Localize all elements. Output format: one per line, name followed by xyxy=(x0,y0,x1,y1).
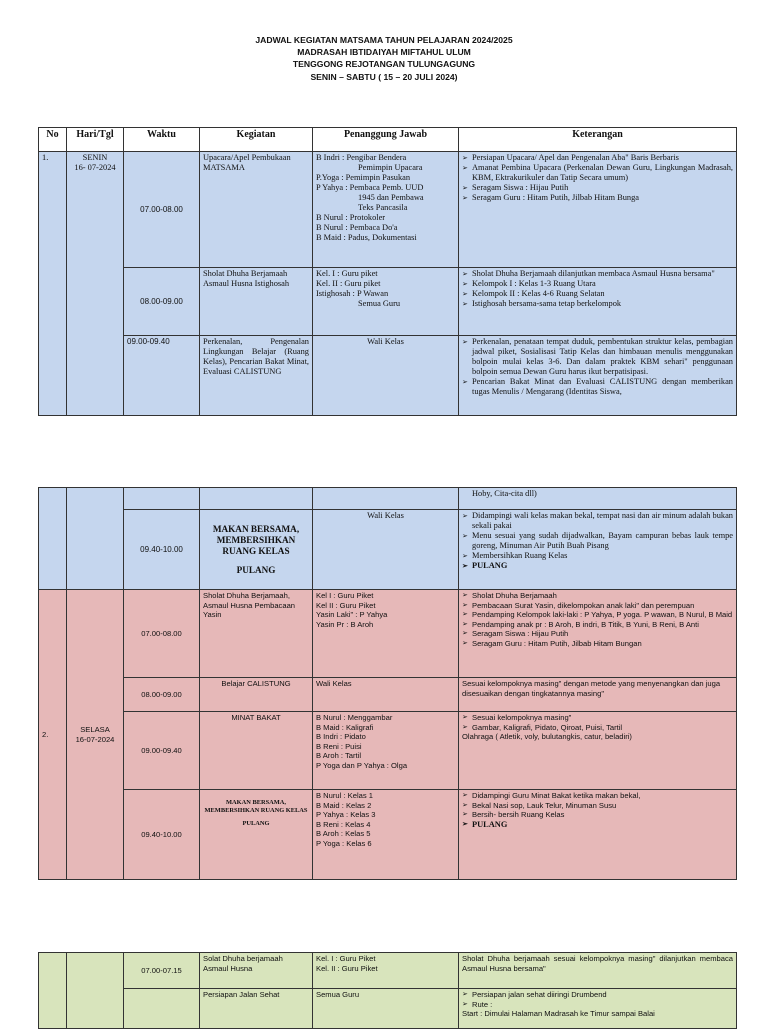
col-header-pj: Penanggung Jawab xyxy=(313,128,459,152)
day-name: SELASA xyxy=(80,724,110,734)
pj-line: Yasin Pr : B Aroh xyxy=(316,619,374,629)
note-item: ➢ Didampingi wali kelas makan bekal, tempat nasi dan air minum adalah bukan sekali pakai xyxy=(472,511,733,531)
table-row xyxy=(39,268,737,336)
note-item: ➢ Istighosah bersama-sama tetap berkelompok xyxy=(472,299,733,309)
notes-cell: Hoby, Cita-cita dll) xyxy=(459,488,737,510)
note-item: ➢ Seragam Guru : Hitam Putih, Jilbab Hitam Bunga xyxy=(472,193,733,203)
col-header-time: Waktu xyxy=(124,128,200,152)
col-header-day: Hari/Tgl xyxy=(67,128,124,152)
note-item: ➢ Didampingi Guru Minat Bakat ketika makan bekal, xyxy=(472,791,733,801)
time-cell: 09.00-09.40 xyxy=(124,712,200,790)
table-row xyxy=(39,678,737,712)
time-cell: 09.00-09.40 xyxy=(124,336,200,416)
document-title xyxy=(0,34,768,83)
pj-cell xyxy=(313,268,459,336)
activity-cell: Belajar CALISTUNG xyxy=(200,678,313,712)
pj-line: B Reni : Puisi xyxy=(316,741,362,751)
note-item: ➢ PULANG xyxy=(472,820,733,830)
pj-line: Teks Pancasila xyxy=(358,203,408,212)
row-number: 1. xyxy=(39,152,67,416)
table-row xyxy=(39,989,737,1029)
pj-cell xyxy=(313,790,459,880)
notes-cell xyxy=(459,712,737,790)
activity-cell: Perkenalan, Pengenalan Lingkungan Belajar (Ruang Kelas), Pencarian Bakat Minat, Evaluasi CALISTUNG xyxy=(200,336,313,416)
pj-line: P Yahya : Kelas 3 xyxy=(316,810,376,820)
pj-line: P Yahya : Pembaca Pemb. UUD xyxy=(316,183,424,192)
pj-line: Kel I : Guru Piket xyxy=(316,591,374,600)
col-header-no: No xyxy=(39,128,67,152)
activity-cell xyxy=(200,510,313,590)
note-item: ➢ Pendamping anak pr : B Aroh, B indri, B Titik, B Yuni, B Reni, B Anti xyxy=(472,620,733,630)
time-cell: 07.00-08.00 xyxy=(124,152,200,268)
table-row xyxy=(39,488,737,510)
note-item: ➢ Sholat Dhuha Berjamaah xyxy=(472,591,733,601)
note-item: ➢ Pembacaan Surat Yasin, dikelompokan anak laki" dan perempuan xyxy=(472,601,733,611)
note-item: ➢ Amanat Pembina Upacara (Perkenalan Dewan Guru, Lingkungan Madrasah, KBM, Ektrakurikuler dan Tatip Secara umum) xyxy=(472,163,733,183)
note-item: ➢ Seragam Siswa : Hijau Putih xyxy=(472,183,733,193)
activity-cell: Solat Dhuha berjamaah Asmaul Husna xyxy=(200,953,313,989)
activity-cell: Persiapan Jalan Sehat xyxy=(200,989,313,1029)
note-extra: Start : Dimulai Halaman Madrasah ke Timur sampai Balai xyxy=(462,1009,655,1019)
pj-cell: Wali Kelas xyxy=(313,336,459,416)
notes-cell xyxy=(459,790,737,880)
table-header-row xyxy=(39,128,737,152)
note-item: ➢ Kelompok I : Kelas 1-3 Ruang Utara xyxy=(472,279,733,289)
note-item: ➢ Pendamping Kelompok laki-laki : P Yahya, P yoga. P wawan, B Nurul, B Maid xyxy=(472,610,733,620)
row-day-date xyxy=(67,953,124,1029)
note-item: ➢ PULANG xyxy=(472,561,733,571)
pj-cell xyxy=(313,953,459,989)
pj-line: Semua Guru xyxy=(358,299,401,308)
note-item: ➢ Kelompok II : Kelas 4-6 Ruang Selatan xyxy=(472,289,733,299)
table-row xyxy=(39,953,737,989)
activity-cell xyxy=(200,790,313,880)
time-cell: 08.00-09.00 xyxy=(124,268,200,336)
pj-line: Kel. I : Guru Piket xyxy=(316,954,376,963)
notes-cell xyxy=(459,336,737,416)
activity-cell: Upacara/Apel Pembukaan MATSAMA xyxy=(200,152,313,268)
note-item: ➢ Pencarian Bakat Minat dan Evaluasi CALISTUNG dengan memberikan tugas Menulis / Mengarang (Identitas Siswa, xyxy=(472,377,733,397)
note-item: ➢ Bersih- bersih Ruang Kelas xyxy=(472,810,733,820)
time-cell: 07.00-08.00 xyxy=(124,590,200,678)
pj-line: B Reni : Kelas 4 xyxy=(316,819,371,829)
pj-line: Kel. II : Guru piket xyxy=(316,279,381,288)
note-item: ➢ Sesuai kelompoknya masing" xyxy=(472,713,733,723)
pj-line: P.Yoga : Pemimpin Pasukan xyxy=(316,173,411,182)
pj-cell xyxy=(313,152,459,268)
pj-line: Kel. I : Guru piket xyxy=(316,269,378,278)
pj-line: B Nurul : Menggambar xyxy=(316,713,393,722)
table-row xyxy=(39,510,737,590)
pj-cell: Wali Kelas xyxy=(313,678,459,712)
pj-line: B Aroh : Tartil xyxy=(316,751,362,761)
notes-cell: Sholat Dhuha berjamaah sesuai kelompoknya masing" dilanjutkan membaca Asmaul Husna bersama" xyxy=(459,953,737,989)
pj-line: B Indri : Pidato xyxy=(316,732,366,742)
note-item: ➢ Persiapan jalan sehat diiringi Drumbend xyxy=(472,990,733,1000)
day-date: 16-07-2024 xyxy=(75,734,115,744)
notes-cell: Sesuai kelompoknya masing" dengan metode yang menyenangkan dan juga disesuaikan dengan tingkatannya masing" xyxy=(459,678,737,712)
activity-cell: Sholat Dhuha Berjamaah, Asmaul Husna Pembacaan Yasin xyxy=(200,590,313,678)
pj-line: 1945 dan Pembawa xyxy=(358,193,424,202)
table-row xyxy=(39,152,737,268)
activity-text: MAKAN BERSAMA, MEMBERSIHKAN RUANG KELAS xyxy=(212,523,300,556)
col-header-notes: Keterangan xyxy=(459,128,737,152)
row-day-date xyxy=(67,152,124,416)
table-row xyxy=(39,712,737,790)
pj-line: P Yoga : Kelas 6 xyxy=(316,838,372,848)
note-item: ➢ Seragam Siswa : Hijau Putih xyxy=(472,629,733,639)
title-line-3: TENGGONG REJOTANGAN TULUNGAGUNG xyxy=(292,59,476,70)
pj-cell xyxy=(313,590,459,678)
activity-cell xyxy=(200,488,313,510)
time-cell: 08.00-09.00 xyxy=(124,678,200,712)
note-item: ➢ Perkenalan, penataan tempat duduk, pembentukan struktur kelas, pembagian jadwal piket, Sosialisasi Tatip Kelas dan himbauan menulis menggunakan bolpoin mulai kelas 3-6. Dan dalam praktek KBM sehari" penggunaan bolpoin semua Dewan Guru harus ikut berpatisipasi. xyxy=(472,337,733,377)
pj-line: B Maid : Padus, Dokumentasi xyxy=(316,233,417,242)
col-header-activity: Kegiatan xyxy=(200,128,313,152)
row-number xyxy=(39,488,67,590)
title-line-1: JADWAL KEGIATAN MATSAMA TAHUN PELAJARAN 2024/2025 xyxy=(255,35,513,45)
table-row xyxy=(39,336,737,416)
notes-cell xyxy=(459,989,737,1029)
note-item: ➢ Seragam Guru : Hitam Putih, Jilbab Hitam Bungan xyxy=(472,639,733,649)
pj-line: B Aroh : Kelas 5 xyxy=(316,829,371,839)
notes-cell xyxy=(459,510,737,590)
title-line-4: SENIN – SABTU ( 15 – 20 JULI 2024) xyxy=(310,71,458,82)
pj-line: Yasin Laki" : P Yahya xyxy=(316,610,388,620)
pj-line: P Yoga dan P Yahya : Olga xyxy=(316,760,408,770)
time-cell xyxy=(124,488,200,510)
pj-line: Istighosah : P Wawan xyxy=(316,289,389,298)
pj-cell: Wali Kelas xyxy=(313,510,459,590)
activity-text-2: PULANG xyxy=(242,820,270,828)
table-row xyxy=(39,590,737,678)
row-number xyxy=(39,953,67,1029)
pj-line: Pemimpin Upacara xyxy=(358,163,423,172)
notes-cell xyxy=(459,590,737,678)
time-cell xyxy=(124,989,200,1029)
time-cell: 09.40-10.00 xyxy=(124,790,200,880)
note-item: ➢ Persiapan Upacara/ Apel dan Pengenalan Aba" Baris Berbaris xyxy=(472,153,733,163)
pj-line: B Indri : Pengibar Bendera xyxy=(316,153,407,162)
note-extra: Olahraga ( Atletik, voly, bulutangkis, catur, beladiri) xyxy=(462,732,632,742)
table-row xyxy=(39,790,737,880)
time-cell: 09.40-10.00 xyxy=(124,510,200,590)
note-item: ➢ Sholat Dhuha Berjamaah dilanjutkan membaca Asmaul Husna bersama" xyxy=(472,269,733,279)
activity-text: MAKAN BERSAMA, MEMBERSIHKAN RUANG KELAS xyxy=(204,799,308,814)
activity-cell: Sholat Dhuha Berjamaah Asmaul Husna Istighosah xyxy=(200,268,313,336)
note-item: ➢ Menu sesuai yang sudah dijadwalkan, Bayam campuran bebas lauk tempe goreng, Minuman Air Putih Buah Pisang xyxy=(472,531,733,551)
activity-cell: MINAT BAKAT xyxy=(200,712,313,790)
row-number: 2. xyxy=(39,590,67,880)
note-item: ➢ Membersihkan Ruang Kelas xyxy=(472,551,733,561)
title-line-2: MADRASAH IBTIDAIYAH MIFTAHUL ULUM xyxy=(297,47,471,58)
pj-cell xyxy=(313,712,459,790)
schedule-table-page-1 xyxy=(38,127,737,416)
notes-cell xyxy=(459,152,737,268)
pj-cell xyxy=(313,488,459,510)
day-name: SENIN xyxy=(82,153,108,162)
pj-cell: Semua Guru xyxy=(313,989,459,1029)
pj-line: B Maid : Kaligrafi xyxy=(316,722,374,732)
pj-line: B Maid : Kelas 2 xyxy=(316,800,372,810)
schedule-table-page-3 xyxy=(38,952,737,1029)
row-day-date xyxy=(67,590,124,880)
pj-line: Kel II : Guru Piket xyxy=(316,600,376,610)
activity-text-2: PULANG xyxy=(236,564,276,575)
notes-cell xyxy=(459,268,737,336)
pj-line: B Nurul : Pembaca Do'a xyxy=(316,223,398,232)
pj-line: B Nurul : Kelas 1 xyxy=(316,791,373,800)
pj-line: Kel. II : Guru Piket xyxy=(316,963,378,973)
note-item: ➢ Gambar, Kaligrafi, Pidato, Qiroat, Puisi, Tartil xyxy=(472,723,733,733)
row-day-date xyxy=(67,488,124,590)
note-item: ➢ Rute : xyxy=(472,1000,733,1010)
schedule-table-page-2 xyxy=(38,487,737,880)
pj-line: B Nurul : Protokoler xyxy=(316,213,386,222)
note-item: ➢ Bekal Nasi sop, Lauk Telur, Minuman Susu xyxy=(472,801,733,811)
day-date: 16- 07-2024 xyxy=(74,163,116,172)
time-cell: 07.00-07.15 xyxy=(124,953,200,989)
